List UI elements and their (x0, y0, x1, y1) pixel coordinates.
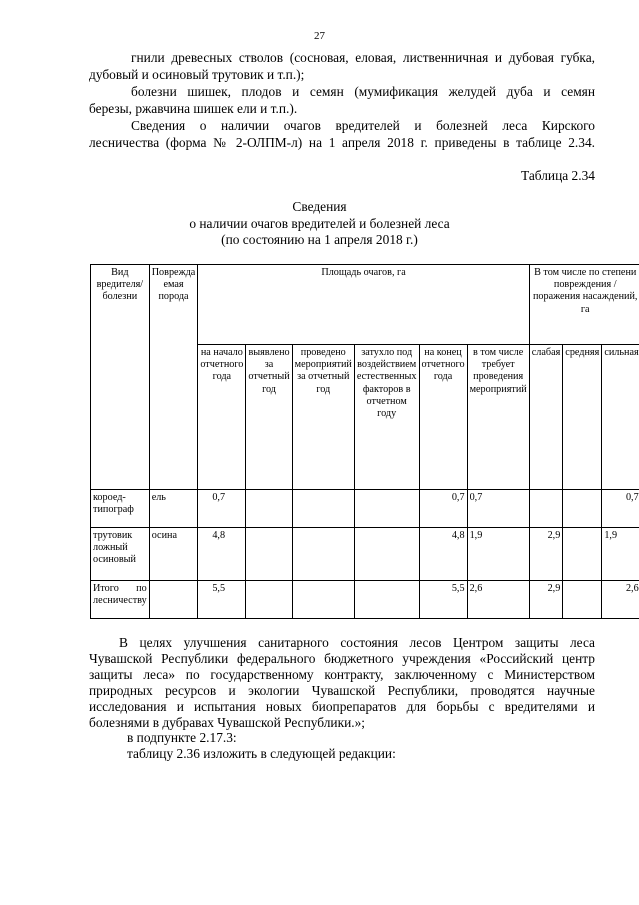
cell-strong: 2,6 (602, 581, 639, 619)
cell-treated (292, 490, 354, 528)
cell-need: 0,7 (467, 490, 529, 528)
cell-weak: 2,9 (529, 528, 563, 581)
cell-faded (354, 528, 419, 581)
header-weak: слабая (529, 345, 563, 490)
pest-table (90, 264, 639, 619)
body-paragraph: В целях улучшения санитарного состояния лесов Центром защиты леса Чувашской Республики федерального бюджетного учреждения «Российский центр защиты леса» по государственному контракту, заключенному с Министерством природных ресурсов и экологии Чувашской Республики, проводятся научные исследования и испытания новых биопрепаратов для борьбы с вредителями и болезнями в дубравах Чувашской Республики.»; (89, 635, 595, 730)
cell-weak (529, 490, 563, 528)
body-instruction: таблицу 2.36 изложить в следующей редакции: (127, 746, 396, 762)
cell-start: 5,5 (198, 581, 246, 619)
cell-pest: Итого по лесничеству (91, 581, 150, 619)
header-damage: В том числе по степени повреждения / поражения насаждений, га (529, 265, 639, 345)
header-faded: затухло под воздействием естественных факторов в отчетном году (354, 345, 419, 490)
intro-line-6: лесничества (форма № 2-ОЛПМ-л) на 1 апреля 2018 г. приведены в таблице 2.34. (89, 135, 595, 150)
cell-end: 5,5 (419, 581, 467, 619)
cell-detected (246, 490, 292, 528)
header-strong: сильная (602, 345, 639, 490)
intro-line-3: болезни шишек, плодов и семян (мумификация желудей дуба и семян (131, 84, 595, 99)
page-number: 27 (314, 30, 325, 42)
intro-line-1: гнили древесных стволов (сосновая, еловая, лиственничная и дубовая губка, (131, 50, 595, 65)
cell-medium (563, 490, 602, 528)
table-row (91, 528, 639, 581)
cell-species (149, 581, 198, 619)
caption-line-3: (по состоянию на 1 апреля 2018 г.) (221, 232, 418, 247)
table-row (91, 490, 639, 528)
cell-treated (292, 581, 354, 619)
caption-line-2: о наличии очагов вредителей и болезней леса (189, 215, 450, 231)
cell-end: 0,7 (419, 490, 467, 528)
cell-medium (563, 528, 602, 581)
cell-faded (354, 490, 419, 528)
body-subitem: в подпункте 2.17.3: (127, 730, 237, 746)
header-end: на конец отчетного года (419, 345, 467, 490)
caption-line-1: Сведения (292, 199, 347, 214)
cell-start: 0,7 (198, 490, 246, 528)
intro-line-2: дубовый и осиновый трутовик и т.п.); (89, 67, 305, 82)
cell-pest: трутовик ложный осиновый (91, 528, 150, 581)
cell-treated (292, 528, 354, 581)
table-label: Таблица 2.34 (520, 168, 595, 183)
cell-species: ель (149, 490, 198, 528)
cell-end: 4,8 (419, 528, 467, 581)
table-caption (0, 199, 639, 249)
header-species: Поврежда емая порода (149, 265, 198, 490)
header-area: Площадь очагов, га (198, 265, 529, 345)
intro-line-5: Сведения о наличии очагов вредителей и болезней леса Кирского (131, 118, 595, 133)
header-pest: Вид вредителя/болезни (91, 265, 150, 490)
cell-start: 4,8 (198, 528, 246, 581)
header-medium: средняя (563, 345, 602, 490)
cell-strong: 0,7 (602, 490, 639, 528)
body-text (89, 635, 595, 762)
table-row (91, 581, 639, 619)
cell-pest: короед-типограф (91, 490, 150, 528)
cell-detected (246, 581, 292, 619)
cell-strong: 1,9 (602, 528, 639, 581)
intro-line-4: березы, ржавчина шишек ели и т.п.). (89, 101, 298, 116)
cell-medium (563, 581, 602, 619)
header-need: в том числе требует проведения мероприятий (467, 345, 529, 490)
header-detected: выявлено за отчетный год (246, 345, 292, 490)
cell-species: осина (149, 528, 198, 581)
cell-need: 2,6 (467, 581, 529, 619)
header-treated: проведено мероприятий за отчетный год (292, 345, 354, 490)
cell-weak: 2,9 (529, 581, 563, 619)
cell-need: 1,9 (467, 528, 529, 581)
cell-detected (246, 528, 292, 581)
header-start: на начало отчетного года (198, 345, 246, 490)
cell-faded (354, 581, 419, 619)
